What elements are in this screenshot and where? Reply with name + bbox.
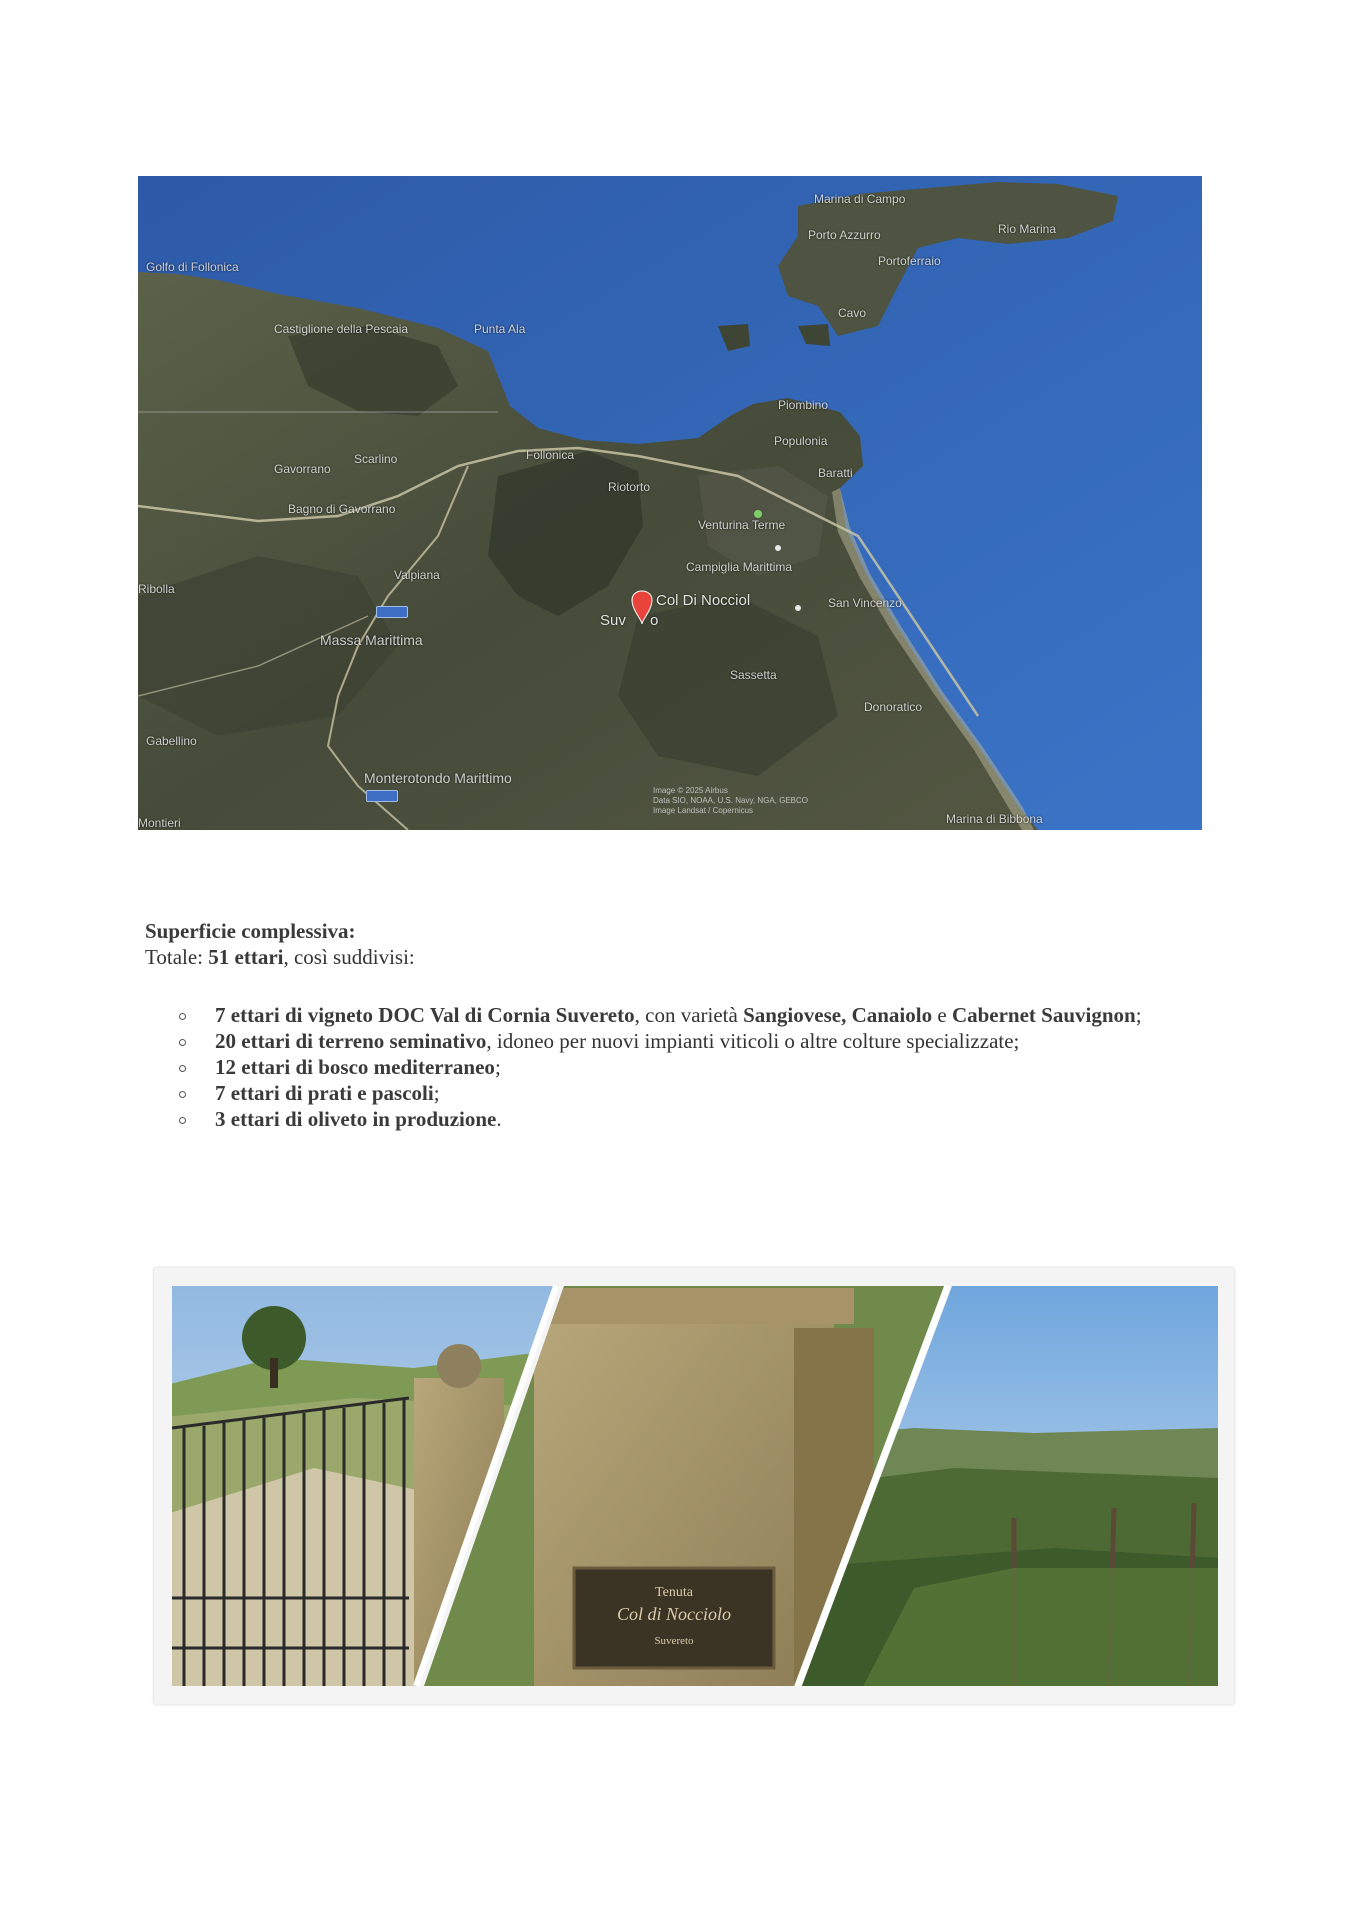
map-label: Porto Azzurro <box>808 228 881 242</box>
item-bold: Sangiovese, Canaiolo <box>743 1003 933 1027</box>
item-bold: 20 ettari di terreno seminativo <box>215 1029 487 1053</box>
map-label: Follonica <box>526 448 575 462</box>
map-label: Valpiana <box>394 568 440 582</box>
sign-text-line: Col di Nocciolo <box>617 1604 731 1624</box>
collage-image <box>154 1268 1234 1704</box>
item-text: . <box>496 1107 502 1131</box>
sign-text-line: Suvereto <box>654 1635 694 1647</box>
item-text: , con varietà <box>634 1003 744 1027</box>
pin-label: o <box>650 612 659 629</box>
map-label: Portoferraio <box>878 254 941 268</box>
map-label: Donoratico <box>864 700 923 714</box>
map-label: Montieri <box>138 816 181 830</box>
attribution-line: Image © 2025 Airbus <box>653 786 728 795</box>
total-suffix: , così suddivisi: <box>283 945 415 969</box>
list-item <box>145 1080 1145 1106</box>
map-label: Scarlino <box>354 452 398 466</box>
map-label: Campiglia Marittima <box>686 560 793 574</box>
list-item <box>145 1028 1145 1054</box>
bullet-icon <box>179 1117 186 1124</box>
bullet-icon <box>179 1091 186 1098</box>
attribution-line: Image Landsat / Copernicus <box>653 806 754 815</box>
map-label: Cavo <box>838 306 867 320</box>
section-heading: Superficie complessiva: <box>145 919 356 943</box>
item-bold: 3 ettari di oliveto in produzione <box>215 1107 497 1131</box>
list-item <box>145 1054 1145 1080</box>
item-bold: Cabernet Sauvignon <box>951 1003 1136 1027</box>
map-label: Sassetta <box>730 668 777 682</box>
map-label: Marina di Bibbona <box>946 812 1043 826</box>
item-text: ; <box>494 1055 501 1079</box>
item-bold: 12 ettari di bosco mediterraneo <box>215 1055 495 1079</box>
map-label: Gabellino <box>146 734 197 748</box>
map-label: Piombino <box>778 398 829 412</box>
map-label: Baratti <box>818 466 853 480</box>
map-label: Bagno di Gavorrano <box>288 502 396 516</box>
item-text: ; <box>433 1081 440 1105</box>
list-item <box>145 1106 1145 1132</box>
item-text: , idoneo per nuovi impianti viticoli o altre colture specializzate; <box>486 1029 1020 1053</box>
satellite-map <box>138 176 1202 830</box>
map-label: Populonia <box>774 434 828 448</box>
map-label: Massa Marittima <box>320 632 423 648</box>
bullet-icon <box>179 1039 186 1046</box>
bullet-icon <box>179 1065 186 1072</box>
map-label: Ribolla <box>138 582 175 596</box>
map-label: Rio Marina <box>998 222 1057 236</box>
sign-text-line: Tenuta <box>655 1585 693 1600</box>
surface-description <box>145 918 1145 1132</box>
total-prefix: Totale: <box>145 945 209 969</box>
map-label: Marina di Campo <box>814 192 906 206</box>
poi-marker-icon <box>754 510 762 518</box>
item-text: e <box>932 1003 952 1027</box>
pin-label: Col Di Nocciol <box>656 592 751 609</box>
surface-list <box>145 1002 1145 1132</box>
item-bold: 7 ettari di prati e pascoli <box>215 1081 434 1105</box>
map-label: Gavorrano <box>274 462 331 476</box>
poi-marker-icon <box>795 605 801 611</box>
map-label: Punta Ala <box>474 322 526 336</box>
map-attribution <box>653 786 808 816</box>
attribution-line: Data SIO, NOAA, U.S. Navy, NGA, GEBCO <box>653 796 808 805</box>
list-item <box>145 1002 1145 1028</box>
map-label: San Vincenzo <box>828 596 902 610</box>
total-value: 51 ettari <box>208 945 284 969</box>
map-label: Monterotondo Marittimo <box>364 770 512 786</box>
map-label: Golfo di Follonica <box>146 260 239 274</box>
pin-label: Suv <box>600 612 626 629</box>
map-label: Riotorto <box>608 480 651 494</box>
item-text: ; <box>1135 1003 1142 1027</box>
bullet-icon <box>179 1013 186 1020</box>
total-line <box>145 944 1145 970</box>
road-shield-icon <box>366 790 398 802</box>
poi-marker-icon <box>775 545 781 551</box>
photo-collage <box>154 1268 1234 1704</box>
road-shield-icon <box>376 606 408 618</box>
map-label: Castiglione della Pescaia <box>274 322 409 336</box>
map-label: Venturina Terme <box>698 518 786 532</box>
item-bold: 7 ettari di vigneto DOC Val di Cornia Suvereto <box>215 1003 635 1027</box>
